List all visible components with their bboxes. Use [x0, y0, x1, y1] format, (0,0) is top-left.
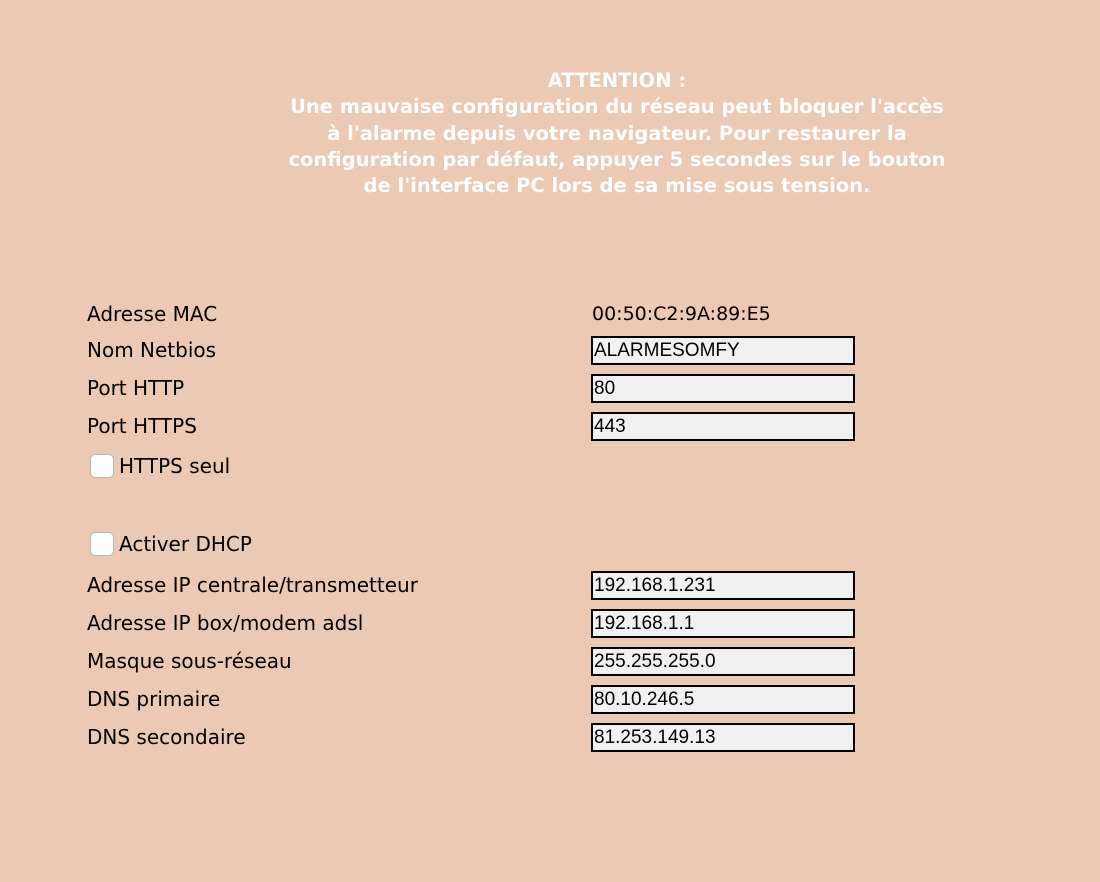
- subnet-mask-input[interactable]: [591, 647, 855, 676]
- dns-secondary-input[interactable]: [591, 723, 855, 752]
- https-only-checkbox[interactable]: [90, 454, 114, 478]
- mac-address-value: 00:50:C2:9A:89:E5: [592, 303, 771, 325]
- ip-box-row: [87, 608, 887, 638]
- ip-box-label: Adresse IP box/modem adsl: [87, 611, 364, 635]
- subnet-mask-row: [87, 646, 887, 676]
- warning-message: [288, 68, 946, 199]
- http-port-label: Port HTTP: [87, 376, 185, 400]
- mac-address-label: Adresse MAC: [87, 302, 218, 326]
- http-port-row: [87, 373, 887, 403]
- http-port-input[interactable]: [591, 374, 855, 403]
- https-port-input[interactable]: [591, 412, 855, 441]
- netbios-name-row: [87, 335, 887, 365]
- dns-primary-row: [87, 684, 887, 714]
- https-port-label: Port HTTPS: [87, 414, 197, 438]
- dns-primary-label: DNS primaire: [87, 687, 221, 711]
- dhcp-checkbox[interactable]: [90, 532, 114, 556]
- mac-address-row: [87, 299, 887, 329]
- https-only-label: HTTPS seul: [119, 454, 231, 478]
- warning-title: ATTENTION :: [547, 69, 687, 92]
- ip-box-input[interactable]: [591, 609, 855, 638]
- https-only-row: [90, 451, 490, 481]
- dhcp-row: [90, 529, 490, 559]
- netbios-name-label: Nom Netbios: [87, 338, 217, 362]
- ip-central-input[interactable]: [591, 571, 855, 600]
- netbios-name-input[interactable]: [591, 336, 855, 365]
- ip-central-row: [87, 570, 887, 600]
- dhcp-label: Activer DHCP: [119, 532, 252, 556]
- dns-primary-input[interactable]: [591, 685, 855, 714]
- https-port-row: [87, 411, 887, 441]
- dns-secondary-row: [87, 722, 887, 752]
- dns-secondary-label: DNS secondaire: [87, 725, 246, 749]
- ip-central-label: Adresse IP centrale/transmetteur: [87, 573, 418, 597]
- subnet-mask-label: Masque sous-réseau: [87, 649, 292, 673]
- warning-body: Une mauvaise configuration du réseau peut bloquer l'accès à l'alarme depuis votre navigateur. Pour restaurer la configuration par défaut, appuyer 5 secondes sur le bouton de l'interface PC lors de sa mise sous tension.: [288, 95, 946, 198]
